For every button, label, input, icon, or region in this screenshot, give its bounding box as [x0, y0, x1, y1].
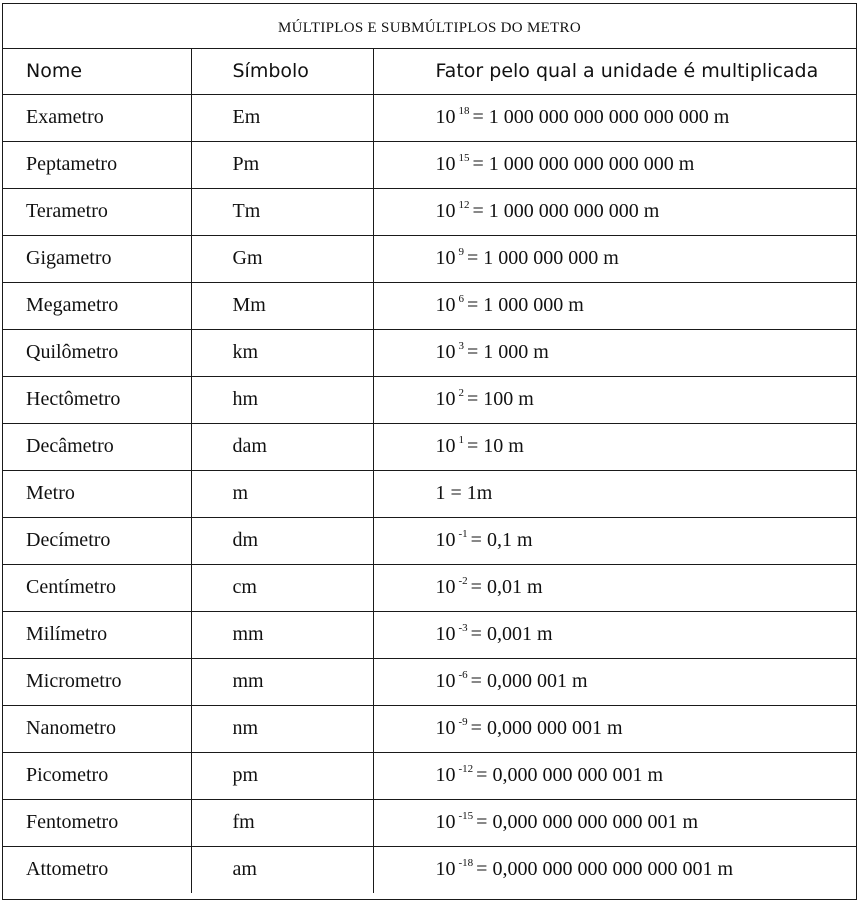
factor-exponent: 9 [458, 246, 464, 258]
factor-value: = 10 m [467, 435, 524, 457]
table-title: MÚLTIPLOS E SUBMÚLTIPLOS DO METRO [3, 4, 856, 49]
table-row [3, 517, 856, 564]
factor-value: = 1 000 000 000 000 000 000 m [472, 106, 730, 128]
factor-exponent: -2 [458, 575, 468, 587]
unit-name: Megametro [3, 282, 191, 329]
factor-value: 1 = 1m [435, 482, 493, 504]
factor-value: = 0,000 000 001 m [470, 717, 623, 739]
table-row [3, 564, 856, 611]
units-table [3, 49, 856, 893]
unit-factor [373, 517, 856, 564]
factor-base: 10 [435, 623, 456, 645]
factor-exponent: 2 [458, 387, 464, 399]
unit-name: Micrometro [3, 658, 191, 705]
factor-exponent: -3 [458, 622, 468, 634]
unit-factor [373, 799, 856, 846]
factor-base: 10 [435, 670, 456, 692]
factor-value: = 1 000 000 000 000 000 m [472, 153, 695, 175]
unit-name: Nanometro [3, 705, 191, 752]
unit-factor [373, 329, 856, 376]
factor-value: = 1 000 m [467, 341, 549, 363]
table-row [3, 799, 856, 846]
factor-exponent: -9 [458, 716, 468, 728]
factor-base: 10 [435, 529, 456, 551]
unit-symbol: pm [191, 752, 373, 799]
table-row [3, 658, 856, 705]
unit-factor [373, 658, 856, 705]
unit-symbol: cm [191, 564, 373, 611]
unit-factor [373, 94, 856, 141]
factor-exponent: 3 [458, 340, 464, 352]
unit-name: Terametro [3, 188, 191, 235]
unit-symbol: Tm [191, 188, 373, 235]
unit-factor [373, 141, 856, 188]
unit-symbol: Gm [191, 235, 373, 282]
unit-factor [373, 188, 856, 235]
unit-name: Exametro [3, 94, 191, 141]
unit-factor [373, 376, 856, 423]
table-row [3, 141, 856, 188]
factor-base: 10 [435, 576, 456, 598]
header-symbol: Símbolo [191, 49, 373, 94]
factor-value: = 1 000 000 m [467, 294, 584, 316]
unit-name: Quilômetro [3, 329, 191, 376]
factor-base: 10 [435, 811, 456, 833]
factor-exponent: -6 [458, 669, 468, 681]
unit-factor [373, 423, 856, 470]
factor-base: 10 [435, 435, 456, 457]
factor-base: 10 [435, 153, 456, 175]
table-row [3, 329, 856, 376]
factor-exponent: 15 [458, 152, 470, 164]
header-name: Nome [3, 49, 191, 94]
factor-exponent: 18 [458, 105, 470, 117]
factor-base: 10 [435, 764, 456, 786]
factor-base: 10 [435, 106, 456, 128]
factor-value: = 100 m [467, 388, 534, 410]
unit-name: Hectômetro [3, 376, 191, 423]
unit-name: Metro [3, 470, 191, 517]
unit-symbol: dm [191, 517, 373, 564]
unit-symbol: Pm [191, 141, 373, 188]
factor-value: = 0,000 000 000 001 m [476, 764, 664, 786]
table-row [3, 470, 856, 517]
factor-exponent: -1 [458, 528, 468, 540]
unit-factor [373, 611, 856, 658]
factor-value: = 0,000 001 m [470, 670, 588, 692]
factor-value: = 0,000 000 000 000 001 m [476, 811, 699, 833]
table-row [3, 705, 856, 752]
table-row [3, 376, 856, 423]
table-row [3, 282, 856, 329]
unit-factor [373, 564, 856, 611]
unit-factor [373, 282, 856, 329]
factor-exponent: -12 [458, 763, 474, 775]
table-body [3, 94, 856, 893]
factor-base: 10 [435, 341, 456, 363]
factor-value: = 0,01 m [470, 576, 543, 598]
factor-base: 10 [435, 717, 456, 739]
unit-symbol: am [191, 846, 373, 893]
table-row [3, 235, 856, 282]
table-row [3, 423, 856, 470]
unit-factor [373, 752, 856, 799]
factor-value: = 1 000 000 000 000 m [472, 200, 660, 222]
table-row [3, 846, 856, 893]
unit-symbol: mm [191, 658, 373, 705]
unit-name: Centímetro [3, 564, 191, 611]
unit-factor [373, 846, 856, 893]
unit-name: Attometro [3, 846, 191, 893]
factor-value: = 0,001 m [470, 623, 553, 645]
factor-base: 10 [435, 388, 456, 410]
factor-value: = 1 000 000 000 m [467, 247, 619, 269]
table-row [3, 611, 856, 658]
factor-base: 10 [435, 247, 456, 269]
factor-exponent: 1 [458, 434, 464, 446]
unit-factor [373, 705, 856, 752]
factor-base: 10 [435, 294, 456, 316]
unit-symbol: hm [191, 376, 373, 423]
unit-name: Picometro [3, 752, 191, 799]
unit-name: Decímetro [3, 517, 191, 564]
unit-name: Decâmetro [3, 423, 191, 470]
unit-symbol: mm [191, 611, 373, 658]
units-table-container [2, 3, 857, 900]
header-factor: Fator pelo qual a unidade é multiplicada [435, 60, 819, 83]
unit-symbol: Mm [191, 282, 373, 329]
unit-symbol: km [191, 329, 373, 376]
factor-exponent: -15 [458, 810, 474, 822]
factor-value: = 0,1 m [470, 529, 533, 551]
unit-factor [373, 235, 856, 282]
unit-symbol: nm [191, 705, 373, 752]
unit-name: Peptametro [3, 141, 191, 188]
unit-name: Fentometro [3, 799, 191, 846]
factor-value: = 0,000 000 000 000 000 001 m [476, 858, 734, 881]
unit-symbol: dam [191, 423, 373, 470]
factor-exponent: 6 [458, 293, 464, 305]
factor-base: 10 [435, 858, 456, 881]
table-row [3, 752, 856, 799]
unit-factor [373, 470, 856, 517]
header-row [3, 49, 856, 94]
unit-symbol: m [191, 470, 373, 517]
table-row [3, 94, 856, 141]
unit-symbol: Em [191, 94, 373, 141]
table-row [3, 188, 856, 235]
unit-symbol: fm [191, 799, 373, 846]
factor-exponent: 12 [458, 199, 470, 211]
unit-name: Gigametro [3, 235, 191, 282]
factor-base: 10 [435, 200, 456, 222]
factor-exponent: -18 [458, 857, 474, 870]
unit-name: Milímetro [3, 611, 191, 658]
